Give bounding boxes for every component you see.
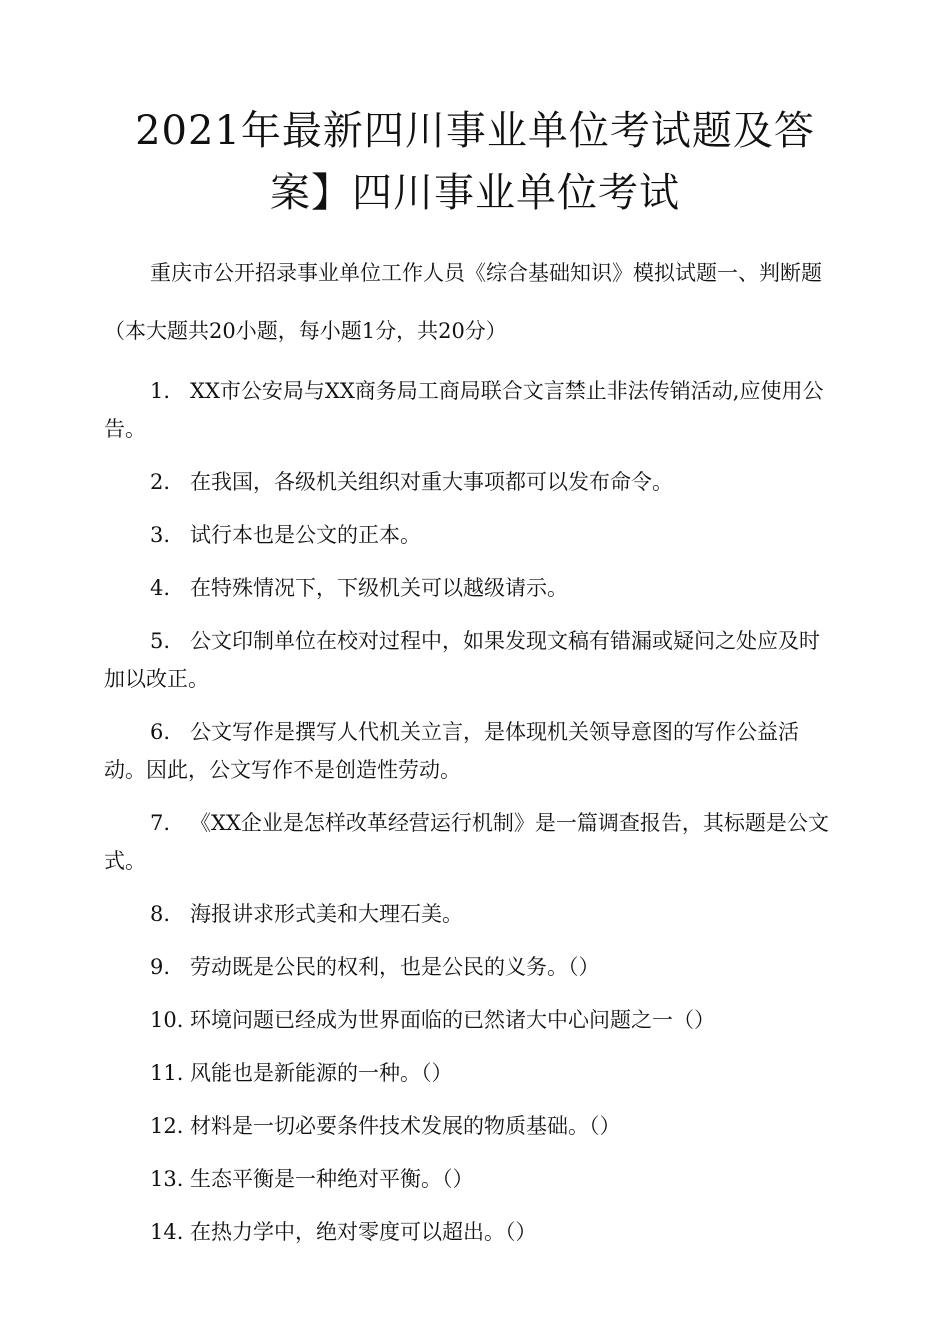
question-number: 12. [150,1114,184,1138]
title-line-2: 案】四川事业单位考试 [270,170,680,216]
question-text: XX市公安局与XX商务局工商局联合文言禁止非法传销活动,应使用公告。 [104,379,824,441]
question-item [104,1001,838,1039]
question-number: 2. [150,470,171,494]
question-item [104,948,838,986]
question-item [104,713,838,789]
question-text: 风能也是新能源的一种。（） [190,1061,453,1085]
question-text: 《XX企业是怎样改革经营运行机制》是一篇调查报告，其标题是公文式。 [104,811,829,873]
question-text: 公文写作是撰写人代机关立言，是体现机关领导意图的写作公益活动。因此，公文写作不是创造性劳动。 [104,720,799,782]
question-number: 13. [150,1167,184,1191]
question-item [104,1054,838,1092]
question-text: 在热力学中，绝对零度可以超出。（） [190,1220,537,1244]
question-item [104,569,838,607]
question-item [104,1213,838,1251]
question-text: 试行本也是公文的正本。 [190,523,421,547]
question-number: 14. [150,1220,184,1244]
question-item [104,463,838,501]
question-item [104,1160,838,1198]
question-text: 在特殊情况下，下级机关可以越级请示。 [190,576,568,600]
question-item [104,895,838,933]
question-number: 6. [150,720,171,744]
title-line-1: 2021年最新四川事业单位考试题及答 [135,108,815,154]
question-number: 1. [150,379,171,403]
question-number: 7. [150,811,171,835]
question-item [104,804,838,880]
question-list [104,372,838,1251]
question-item [104,1107,838,1145]
question-number: 4. [150,576,171,600]
question-text: 在我国，各级机关组织对重大事项都可以发布命令。 [190,470,673,494]
question-text: 生态平衡是一种绝对平衡。（） [190,1167,474,1191]
question-text: 环境问题已经成为世界面临的已然诸大中心问题之一（） [190,1008,715,1032]
question-number: 9. [150,955,171,979]
question-text: 公文印制单位在校对过程中，如果发现文稿有错漏或疑问之处应及时加以改正。 [104,629,820,691]
document-body [104,244,838,1266]
question-number: 11. [150,1061,184,1085]
question-number: 5. [150,629,171,653]
question-item [104,622,838,698]
question-text: 海报讲求形式美和大理石美。 [190,902,463,926]
intro-paragraph: 重庆市公开招录事业单位工作人员《综合基础知识》模拟试题一、判断题（本大题共20小题，每小题1分，共20分） [104,261,822,343]
question-item [104,372,838,448]
document-title [104,100,846,224]
question-number: 10. [150,1008,184,1032]
question-text: 劳动既是公民的权利，也是公民的义务。（） [190,955,600,979]
question-number: 8. [150,902,171,926]
question-text: 材料是一切必要条件技术发展的物质基础。（） [190,1114,621,1138]
question-number: 3. [150,523,171,547]
question-item [104,516,838,554]
